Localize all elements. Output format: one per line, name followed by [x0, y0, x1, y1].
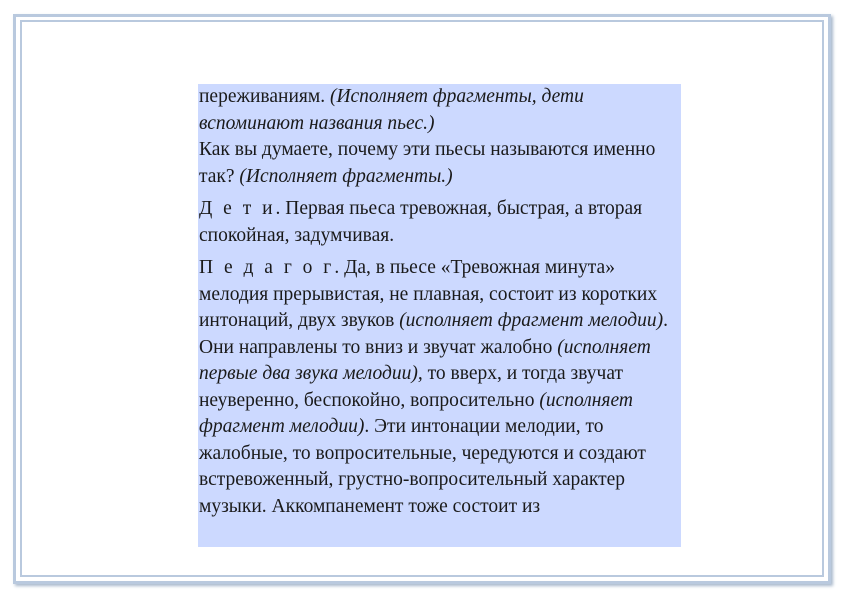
- text-segment: . Они направлены то вниз и звучат жалобно: [199, 310, 668, 358]
- stage-direction: (Исполняет фрагменты, дети вспоминают названия пьес.): [199, 86, 584, 134]
- stage-direction: (исполняет фрагмент мелодии): [399, 310, 664, 331]
- text-segment: то вверх, и тогда звучат неуверенно, беспокойно, вопросительно: [199, 363, 623, 411]
- text-segment: . Эти интонации мелодии, то жалобные, то вопросительные, чередуются и создают встревоженный, грустно-вопросительный характер музыки. Аккомпанемент тоже состоит из: [199, 416, 646, 517]
- text-segment: переживаниям.: [199, 86, 330, 107]
- text-segment: . Первая пьеса тревожная, быстрая, а вторая спокойная, задумчивая.: [199, 198, 643, 246]
- text-block: [198, 84, 681, 547]
- paragraph-2: [199, 137, 681, 190]
- paragraph-4: [199, 255, 681, 520]
- text-segment: Как вы думаете, почему эти пьесы называются именно так?: [199, 139, 656, 187]
- paragraph-1: [199, 84, 681, 137]
- paragraph-3: [199, 196, 681, 249]
- speaker-name: П е д а г о г: [199, 257, 335, 278]
- stage-direction: (исполняет фрагмент мелодии): [199, 389, 633, 437]
- text-segment: . Да, в пьесе «Тревожная минута» мелодия прерывистая, не плавная, состоит из коротких интонаций, двух звуков: [199, 257, 658, 331]
- speaker-name: Д е т и: [199, 198, 276, 219]
- stage-direction: (Исполняет фрагменты.): [239, 165, 453, 187]
- stage-direction: (исполняет первые два звука мелодии),: [199, 336, 651, 384]
